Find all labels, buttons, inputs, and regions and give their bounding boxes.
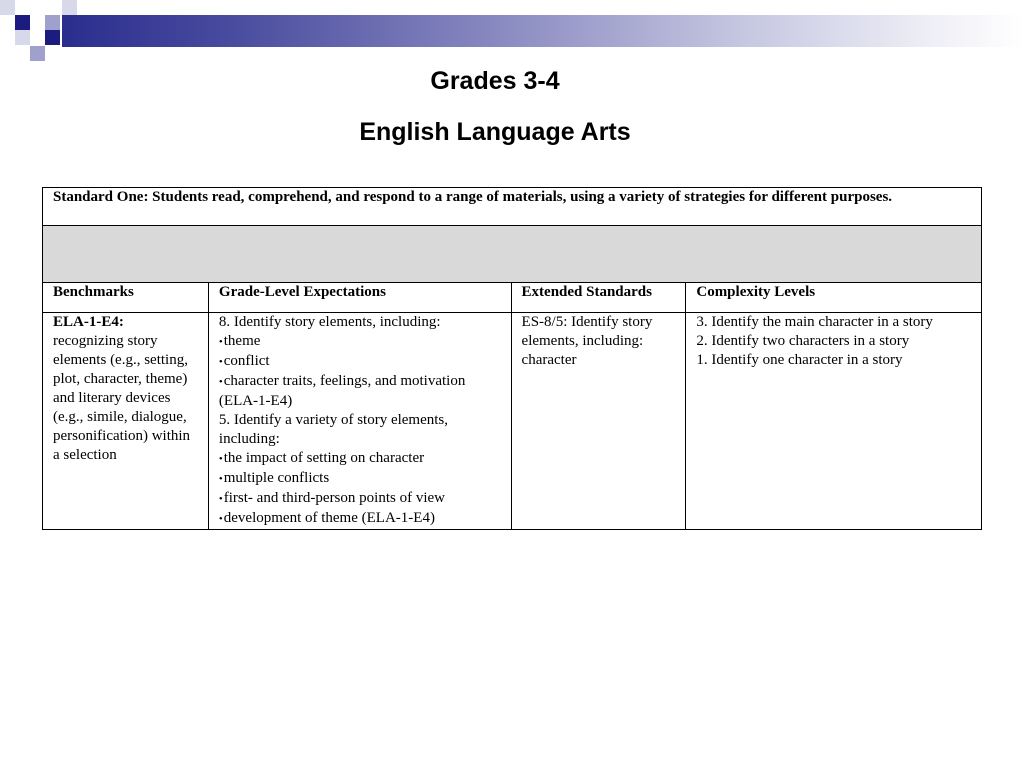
deco-square-navy	[45, 30, 60, 45]
gle-bullet: • multiple conflicts	[219, 469, 501, 489]
column-header-benchmarks: Benchmarks	[43, 283, 209, 313]
spacer-cell	[43, 226, 982, 283]
standard-text: Standard One: Students read, comprehend, and respond to a range of materials, using a variety of strategies for different purposes.	[43, 188, 982, 226]
standard-row	[43, 188, 982, 226]
extended-standards-cell: ES-8/5: Identify story elements, including: character	[511, 313, 686, 530]
gradient-bar	[62, 15, 1024, 47]
column-header-complexity: Complexity Levels	[686, 283, 982, 313]
gle-bullet: • conflict	[219, 352, 501, 372]
gle-bullet: • the impact of setting on character	[219, 449, 501, 469]
gle-item-5: 5. Identify a variety of story elements, including:	[218, 412, 449, 447]
complexity-level-3: 3. Identify the main character in a story	[696, 314, 933, 330]
deco-square-pale	[15, 30, 30, 45]
benchmark-text: recognizing story elements (e.g., setting, plot, character, theme) and literary devices (e.g., simile, dialogue, personification) within a selection	[53, 333, 191, 463]
gle-cell	[208, 313, 511, 530]
gle-bullet: • character traits, feelings, and motivation	[219, 372, 501, 392]
complexity-cell	[686, 313, 982, 530]
deco-square-navy	[15, 15, 30, 30]
standards-table	[42, 187, 982, 530]
column-header-gle: Grade-Level Expectations	[208, 283, 511, 313]
page-title: Grades 3-4	[430, 67, 560, 95]
benchmark-cell	[43, 313, 209, 530]
gle-item-8-ref: (ELA-1-E4)	[218, 393, 293, 409]
deco-square-pale	[0, 0, 15, 15]
gle-bullet: • development of theme (ELA-1-E4)	[219, 509, 501, 529]
page-subtitle: English Language Arts	[359, 118, 631, 146]
column-header-row	[43, 283, 982, 313]
gle-item-8: 8. Identify story elements, including:	[218, 314, 441, 330]
spacer-row	[43, 226, 982, 283]
deco-square-lavender	[45, 15, 60, 30]
column-header-extended: Extended Standards	[511, 283, 686, 313]
table-row	[43, 313, 982, 530]
deco-square-lavender	[30, 46, 45, 61]
gle-bullet: • theme	[219, 332, 501, 352]
gle-bullet: • first- and third-person points of view	[219, 489, 501, 509]
deco-square-pale	[62, 0, 77, 15]
complexity-level-2: 2. Identify two characters in a story	[696, 333, 910, 349]
complexity-level-1: 1. Identify one character in a story	[696, 352, 903, 368]
benchmark-code: ELA-1-E4:	[53, 314, 124, 330]
